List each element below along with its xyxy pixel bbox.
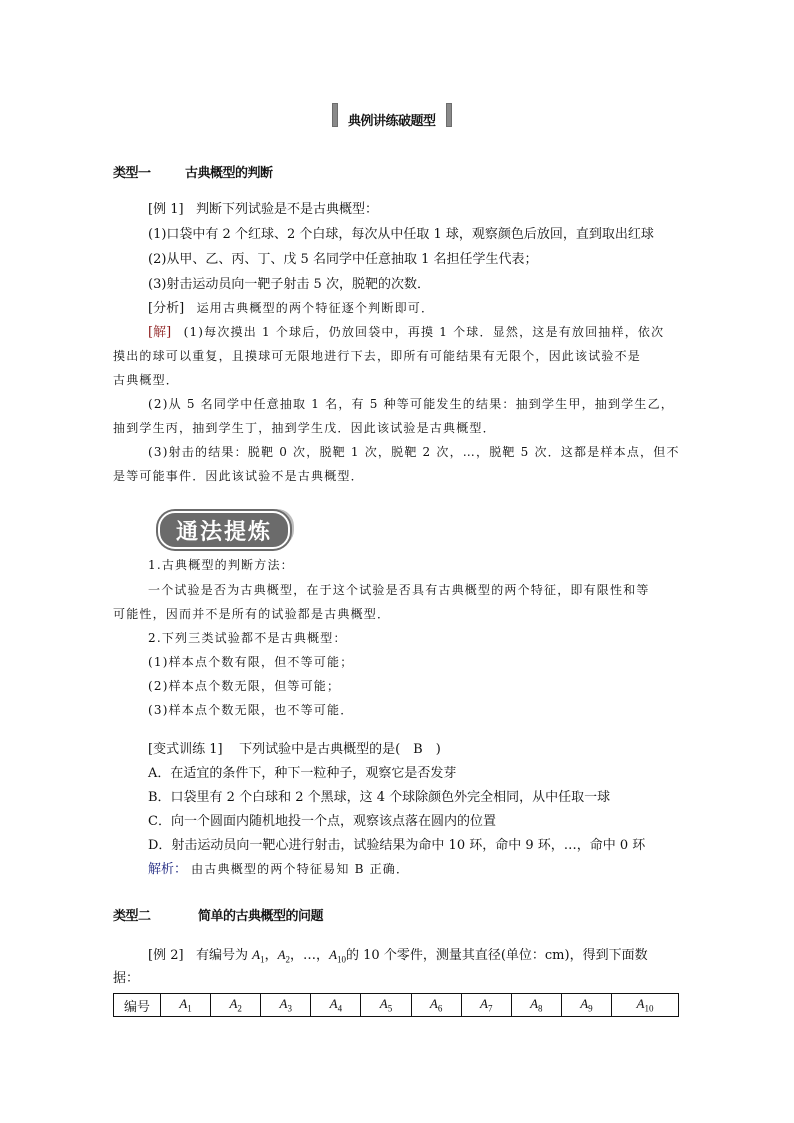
example2-line-2: 据： xyxy=(113,971,140,986)
example1-item-1: (1)口袋中有 2 个红球、2 个白球，每次从中任取 1 球，观察颜色后放回，直到取出红球 xyxy=(148,227,654,242)
part-id-table xyxy=(113,993,679,1017)
table-row xyxy=(114,994,679,1017)
exercise-prompt: 下列试验中是古典概型的是( B ) xyxy=(239,742,441,757)
table-cell: $A_9$ xyxy=(561,994,611,1017)
method-line-7: (3)样本点个数无限，也不等可能． xyxy=(148,703,354,717)
example1-prompt: 判断下列试验是不是古典概型： xyxy=(195,202,378,217)
table-cell: $A_6$ xyxy=(411,994,461,1017)
table-cell: $A_1$ xyxy=(161,994,211,1017)
solution-line-4: (2)从 5 名同学中任意抽取 1 名，有 5 种等可能发生的结果：抽到学生甲，抽到学生乙， xyxy=(148,397,674,411)
method-line-1: 1.古典概型的判断方法： xyxy=(148,558,294,572)
method-line-5: (1)样本点个数有限，但不等可能； xyxy=(148,655,354,669)
method-line-4: 2.下列三类试验都不是古典概型： xyxy=(148,631,347,645)
section-banner xyxy=(332,102,452,128)
analysis-text: 运用古典概型的两个特征逐个判断即可． xyxy=(196,301,435,315)
exercise-explain xyxy=(148,857,409,882)
section1-label: 类型一 xyxy=(113,166,151,181)
table-header-label: 编号 xyxy=(114,994,161,1017)
example1-header xyxy=(148,198,378,222)
solution-line-6: (3)射击的结果：脱靶 0 次，脱靶 1 次，脱靶 2 次，…，脱靶 5 次．这都是样本点，但不 xyxy=(148,445,680,459)
explain-tag: 解析： xyxy=(148,862,188,877)
solution-line-1: [解] (1)每次摸出 1 个球后，仍放回袋中，再摸 1 个球．显然，这是有放回抽样，依次 xyxy=(148,325,665,340)
example1-analysis xyxy=(148,296,434,321)
banner-right-bar xyxy=(446,103,452,127)
banner-title: 典例讲练破题型 xyxy=(348,113,436,129)
solution-line-5: 抽到学生丙，抽到学生丁，抽到学生戊．因此该试验是古典概型． xyxy=(113,421,496,435)
method-badge: 通法提炼 xyxy=(158,511,290,549)
solution-line-3: 古典概型． xyxy=(113,373,180,387)
table-cell: $A_7$ xyxy=(461,994,511,1017)
method-line-6: (2)样本点个数无限，但等可能； xyxy=(148,679,341,693)
exercise-header xyxy=(148,738,441,762)
table-cell: $A_{10}$ xyxy=(611,994,678,1017)
method-line-3: 可能性，因而并不是所有的试验都是古典概型． xyxy=(113,607,391,621)
section2-title: 简单的古典概型的问题 xyxy=(198,909,324,924)
solution-tag: [解] xyxy=(148,325,172,340)
exercise-option-b: B．口袋里有 2 个白球和 2 个黑球，这 4 个球除颜色外完全相同，从中任取一球 xyxy=(148,790,611,805)
table-cell: $A_4$ xyxy=(311,994,361,1017)
explain-text: 由古典概型的两个特征易知 B 正确． xyxy=(191,862,410,876)
table-cell: $A_3$ xyxy=(261,994,311,1017)
table-cell: $A_2$ xyxy=(211,994,261,1017)
exercise-option-c: C．向一个圆面内随机地投一个点，观察该点落在圆内的位置 xyxy=(148,814,496,829)
example1-tag: [例 1] xyxy=(148,202,184,217)
exercise-option-a: A．在适宜的条件下，种下一粒种子，观察它是否发芽 xyxy=(148,766,457,781)
table-cell: $A_8$ xyxy=(511,994,561,1017)
exercise-tag: [变式训练 1] xyxy=(148,742,223,757)
example2-tag: [例 2] xyxy=(148,948,184,963)
table-cell: $A_5$ xyxy=(361,994,411,1017)
analysis-tag: [分析] xyxy=(148,301,185,316)
solution-line-2: 摸出的球可以重复，且摸球可无限地进行下去，即所有可能结果有无限个，因此该试验不是 xyxy=(113,349,642,363)
banner-left-bar xyxy=(332,103,338,127)
solution-line-7: 是等可能事件．因此该试验不是古典概型． xyxy=(113,469,364,483)
section2-label: 类型二 xyxy=(113,909,151,924)
exercise-option-d: D．射击运动员向一靶心进行射击，试验结果为命中 10 环，命中 9 环，…，命中 0 环 xyxy=(148,838,646,853)
example1-item-3: (3)射击运动员向一靶子射击 5 次，脱靶的次数． xyxy=(148,277,430,292)
method-line-2: 一个试验是否为古典概型，在于这个试验是否具有古典概型的两个特征，即有限性和等 xyxy=(148,583,650,597)
example2-line-1: [例 2] 有编号为 $A_1$，$A_2$，…，$A_{10}$的 10 个零件，测量其直径(单位：cm)，得到下面数 xyxy=(148,947,648,965)
example1-item-2: (2)从甲、乙、丙、丁、戊 5 名同学中任意抽取 1 名担任学生代表； xyxy=(148,252,538,267)
section1-title: 古典概型的判断 xyxy=(185,166,273,181)
